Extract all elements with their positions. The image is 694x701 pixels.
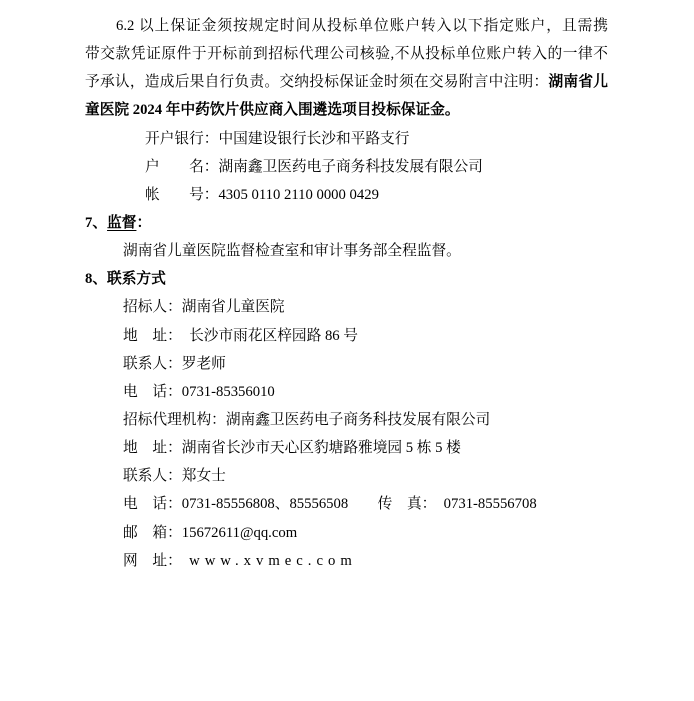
tenderer-line: 招标人：湖南省儿童医院 xyxy=(123,299,285,316)
account-holder-line: 户 名：湖南鑫卫医药电子商务科技发展有限公司 xyxy=(145,158,483,175)
section-8-heading: 8、联系方式 xyxy=(85,271,166,288)
tenderer-contact-line: 联系人：罗老师 xyxy=(123,355,226,372)
section-7-title: 监督 xyxy=(107,214,137,231)
tenderer-address-line: 地 址： 长沙市雨花区梓园路 86 号 xyxy=(123,327,358,344)
section-7-heading xyxy=(85,209,608,237)
clause-6-2-line-3 xyxy=(85,68,608,96)
section-7-colon: ： xyxy=(136,214,152,231)
clause-6-2-line-3-text: 予承认，造成后果自行负责。交纳投标保证金时须在交易附言中注明： xyxy=(85,74,549,91)
project-name-bold: 湖南省儿 xyxy=(548,74,608,91)
agency-phone-fax-line: 电 话：0731-85556808、85556508 传 真： 0731-85556708 xyxy=(123,496,537,513)
bank-name-line: 开户银行：中国建设银行长沙和平路支行 xyxy=(145,130,410,147)
clause-6-2-line-1: 6.2 以上保证金须按规定时间从投标单位账户转入以下指定账户，且需携 xyxy=(116,18,608,34)
website-url: www.xvmec.com xyxy=(189,552,357,569)
section-7-number: 7、 xyxy=(85,214,108,231)
document-content xyxy=(85,12,608,575)
agency-address-line: 地 址：湖南省长沙市天心区豹塘路雅境园 5 栋 5 楼 xyxy=(123,440,461,457)
agency-contact-line: 联系人：郑女士 xyxy=(123,468,226,485)
website-label: 网 址： xyxy=(123,552,190,569)
website-line xyxy=(123,547,608,575)
agency-line: 招标代理机构：湖南鑫卫医药电子商务科技发展有限公司 xyxy=(123,411,491,428)
email-line: 邮 箱：15672611@qq.com xyxy=(123,524,298,541)
tenderer-phone-line: 电 话：0731-85356010 xyxy=(123,383,275,400)
clause-6-2-line-2: 带交款凭证原件于开标前到招标代理公司核验,不从投标单位账户转入的一律不 xyxy=(85,46,608,63)
clause-6-2-line-4: 童医院 2024 年中药饮片供应商入围遴选项目投标保证金。 xyxy=(85,102,460,119)
supervision-body: 湖南省儿童医院监督检查室和审计事务部全程监督。 xyxy=(123,243,461,260)
account-number-line: 帐 号：4305 0110 2110 0000 0429 xyxy=(145,186,379,203)
